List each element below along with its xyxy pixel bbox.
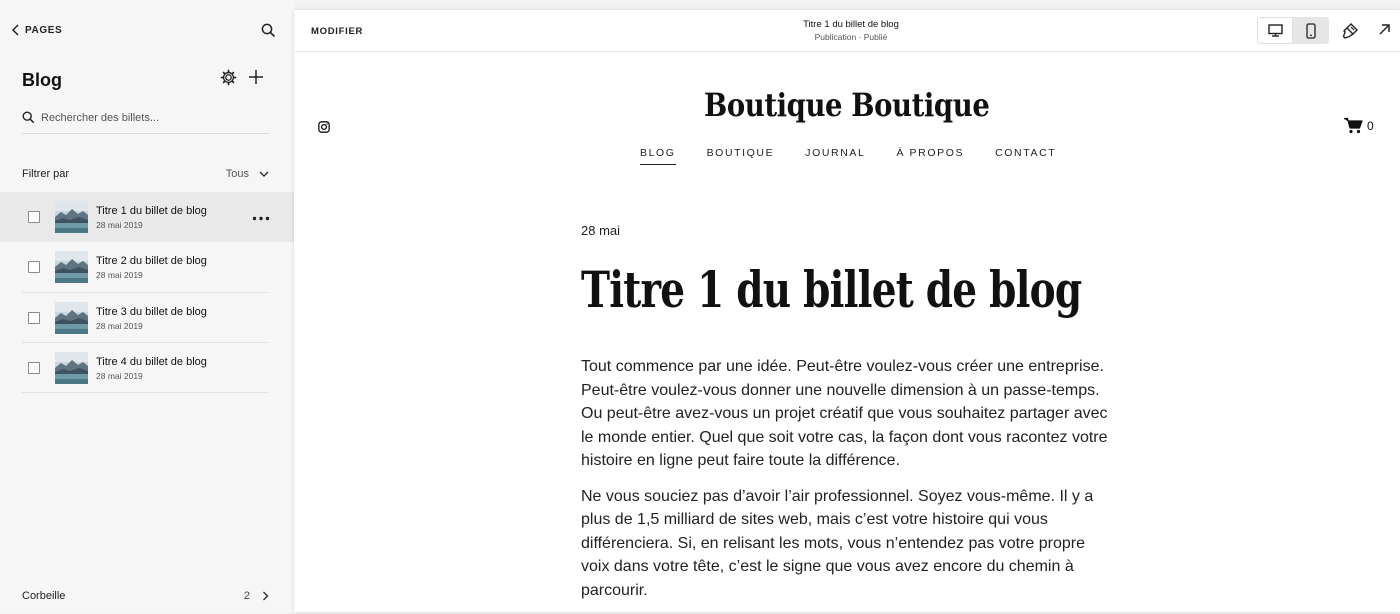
post-date: 28 mai 2019 (96, 320, 143, 331)
site-navigation (640, 147, 1087, 165)
device-view-toggle (1257, 17, 1329, 44)
chevron-down-icon (259, 171, 269, 178)
nav-item-blog[interactable]: BLOG (640, 147, 676, 165)
cart-button[interactable] (1344, 117, 1374, 134)
gear-icon[interactable] (220, 69, 237, 91)
nav-item-boutique[interactable]: BOUTIQUE (706, 147, 775, 159)
instagram-icon[interactable] (318, 120, 330, 138)
post-search (22, 102, 269, 134)
post-list-item[interactable] (0, 343, 294, 393)
chevron-left-icon (11, 24, 20, 36)
desktop-view-button[interactable] (1257, 17, 1293, 44)
post-paragraph: Tout commence par une idée. Peut-être voulez-vous créer une entreprise. Peut-être voulez-vous donner une nouvelle dimension à un passe-temps. Ou peut-être avez-vous un projet créatif que vous souhaitez partager avec le monde entier. Quel que soit votre cas, la façon dont vous racontez votre histoire en ligne peut faire toute la différence. (581, 358, 1108, 469)
filter-dropdown[interactable] (226, 168, 269, 180)
cart-icon (1344, 117, 1363, 134)
post-search-input[interactable] (41, 112, 251, 124)
editor-page-info (751, 19, 951, 42)
post-thumbnail (55, 302, 88, 334)
open-external-icon[interactable] (1378, 23, 1391, 41)
post-date: 28 mai 2019 (96, 370, 143, 381)
filter-label: Filtrer par (22, 168, 70, 180)
search-icon[interactable] (261, 23, 276, 43)
post-date: 28 mai 2019 (96, 270, 143, 281)
post-checkbox[interactable] (28, 362, 40, 374)
trash-count: 2 (243, 590, 250, 602)
chevron-right-icon (262, 591, 269, 601)
trash-meta (244, 590, 269, 602)
post-thumbnail (55, 352, 88, 384)
back-to-pages-link[interactable] (11, 24, 62, 36)
page-editor (294, 10, 1400, 612)
editor-page-title: Titre 1 du billet de blog (803, 19, 899, 30)
post-thumbnail (55, 251, 88, 283)
post-title: Titre 2 du billet de blog (96, 255, 207, 268)
post-heading: Titre 1 du billet de blog (581, 260, 1082, 319)
post-checkbox[interactable] (28, 211, 40, 223)
post-body (581, 355, 1111, 614)
post-date-label: 28 mai (581, 223, 621, 238)
add-post-icon[interactable] (248, 69, 264, 90)
mobile-icon (1306, 23, 1316, 39)
post-title: Titre 4 du billet de blog (96, 355, 207, 368)
mobile-view-button[interactable] (1293, 17, 1329, 44)
post-list-item[interactable] (0, 242, 294, 292)
site-logo[interactable]: Boutique Boutique (704, 86, 990, 124)
nav-item-journal[interactable]: JOURNAL (805, 147, 866, 159)
pages-panel (0, 0, 294, 612)
desktop-icon (1268, 24, 1283, 37)
post-list (0, 192, 294, 393)
post-list-item[interactable] (0, 192, 294, 242)
more-options-icon[interactable] (252, 208, 270, 226)
post-checkbox[interactable] (28, 312, 40, 324)
panel-title: Blog (22, 70, 62, 90)
post-title: Titre 1 du billet de blog (96, 205, 207, 217)
post-paragraph: Ne vous souciez pas d’avoir l’air professionnel. Soyez vous-même. Il y a plus de 1,5 milliard de sites web, mais c’est votre histoire qui vous différenciera. Si, en relisant les mots, vous n’entendez pas votre propre voix dans votre tête, c’est le signe que vous avez encore du chemin à parcourir. (581, 487, 1094, 599)
nav-item-a-propos[interactable]: À PROPOS (896, 147, 965, 159)
back-link-label: PAGES (25, 24, 63, 36)
cart-count: 0 (1367, 118, 1374, 133)
trash-label: Corbeille (22, 590, 66, 602)
paintbrush-icon[interactable] (1342, 22, 1359, 44)
post-list-item[interactable] (0, 293, 294, 343)
edit-button[interactable]: MODIFIER (311, 26, 364, 37)
editor-toolbar (294, 10, 1400, 52)
divider (22, 392, 269, 393)
filter-row (22, 162, 269, 186)
editor-page-status: Publication · Publié (814, 32, 888, 42)
post-title: Titre 3 du billet de blog (96, 305, 207, 318)
trash-link[interactable] (22, 586, 269, 606)
filter-value: Tous (225, 168, 249, 180)
post-thumbnail (55, 201, 88, 233)
post-checkbox[interactable] (28, 261, 40, 273)
post-date: 28 mai 2019 (96, 220, 143, 230)
nav-item-contact[interactable]: CONTACT (995, 147, 1057, 159)
search-icon (22, 111, 35, 124)
